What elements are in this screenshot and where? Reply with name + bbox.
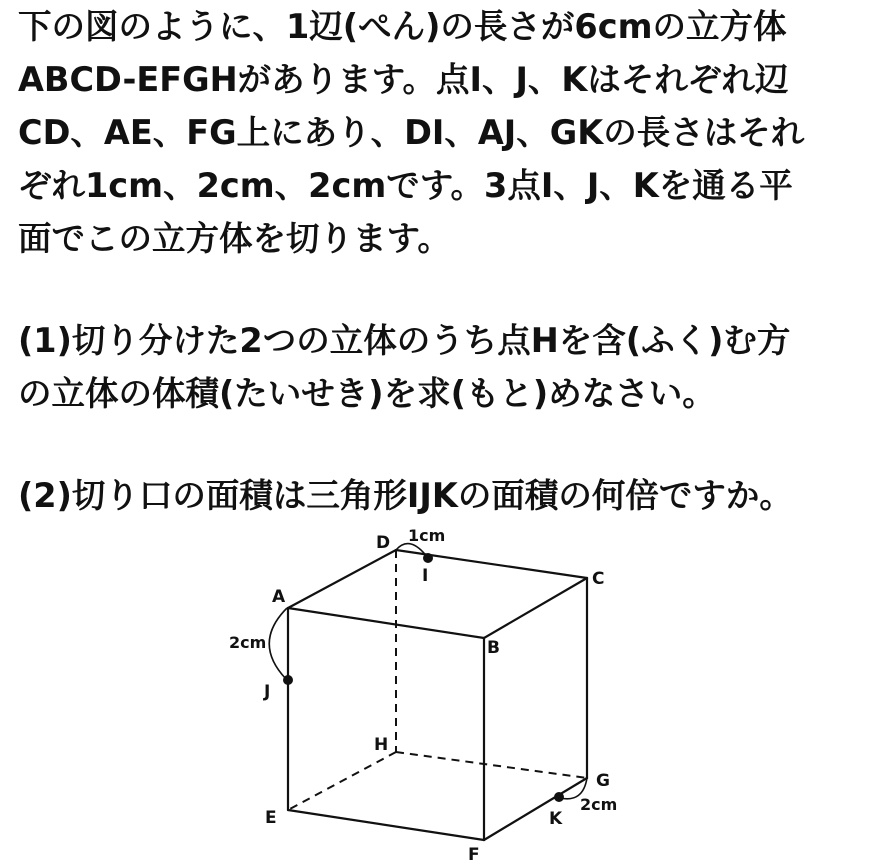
label-i: I — [422, 566, 429, 586]
intro-line-4: ぞれ1cm、2cm、2cmです。3点I、J、Kを通る平 — [18, 166, 793, 205]
arc-aj — [269, 608, 287, 679]
intro-line-1: 下の図のように、1辺(ぺん)の長さが6cmの立方体 — [18, 7, 787, 46]
label-h: H — [374, 735, 389, 755]
label-f: F — [468, 845, 480, 864]
question1-line-2: の立体の体積(たいせき)を求(もと)めなさい。 — [18, 374, 716, 413]
label-g: G — [596, 771, 610, 791]
label-k: K — [549, 809, 563, 829]
intro-line-2: ABCD-EFGHがあります。点I、J、Kはそれぞれ辺 — [18, 60, 789, 99]
measure-aj: 2cm — [229, 633, 267, 652]
point-k — [554, 792, 564, 802]
label-d: D — [376, 533, 391, 553]
label-e: E — [265, 808, 277, 828]
edge-ef — [288, 810, 484, 840]
measure-di: 1cm — [408, 526, 446, 545]
label-a: A — [272, 587, 286, 607]
edge-bc — [484, 578, 587, 638]
measure-gk: 2cm — [580, 795, 618, 814]
hidden-edge-hg — [396, 752, 587, 778]
point-j — [283, 675, 293, 685]
question2-line-1: (2)切り口の面積は三角形IJKの面積の何倍ですか。 — [18, 476, 793, 515]
label-b: B — [487, 638, 500, 658]
label-c: C — [592, 569, 605, 589]
hidden-edge-he — [288, 752, 396, 810]
edge-da — [288, 550, 396, 608]
intro-line-5: 面でこの立方体を切ります。 — [18, 219, 451, 258]
intro-line-3: CD、AE、FG上にあり、DI、AJ、GKの長さはそれ — [18, 113, 805, 152]
point-i — [423, 553, 433, 563]
label-j: J — [264, 682, 271, 702]
question1-line-1: (1)切り分けた2つの立体のうち点Hを含(ふく)む方 — [18, 321, 791, 360]
edge-ab — [288, 608, 484, 638]
edge-fg — [484, 778, 587, 840]
